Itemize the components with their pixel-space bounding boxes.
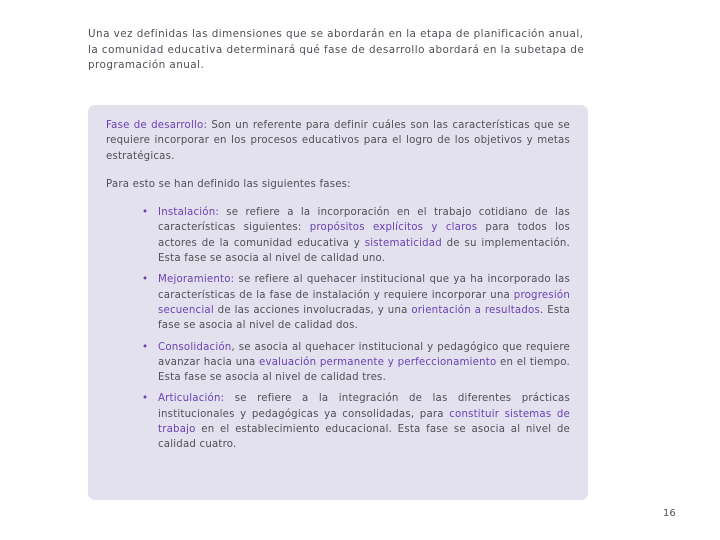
phase-item [142, 391, 570, 452]
phase-text: de su implementación. Esta fase se asocia al nivel de calidad uno. [158, 237, 570, 265]
phase-highlight: Instalación: [158, 207, 220, 219]
phase-item [142, 272, 570, 333]
phase-highlight: Mejoramiento: [158, 274, 235, 286]
definition-term: Fase de desarrollo: [106, 120, 208, 131]
phase-highlight: propósitos explícitos y claros [309, 222, 478, 234]
phase-text: se refiere a la integración de las diferentes prácticas institucionales y pedagógicas ya consolidadas, para [158, 393, 570, 420]
phase-highlight: constituir sistemas de trabajo [158, 408, 570, 436]
page-number: 16 [663, 508, 676, 519]
phase-text: en el establecimiento educacional. Esta fase se asocia al nivel de calidad cuatro. [158, 424, 570, 451]
phase-text: para todos los actores de la comunidad educativa y [158, 222, 571, 249]
phase-item [142, 340, 570, 386]
bullet-icon: • [142, 341, 149, 353]
phase-highlight: Articulación: [158, 393, 225, 405]
definition-text: Son un referente para definir cuáles son las características que se requiere incorporar en los procesos educativos para el logro de los objetivos y metas estratégicas. [106, 120, 571, 162]
phase-text: se refiere al quehacer institucional que ya ha incorporado las características de la fase de instalación y requiere incorporar una [158, 274, 570, 301]
phases-list [106, 205, 570, 452]
phase-text: se refiere a la incorporación en el trabajo cotidiano de las características siguientes: [158, 207, 570, 234]
phase-highlight: progresión secuencial [158, 289, 570, 316]
definition-box [88, 105, 588, 500]
phase-text: en el tiempo. Esta fase se asocia al nivel de calidad tres. [158, 356, 570, 384]
bullet-icon: • [142, 207, 149, 219]
phase-highlight: sistematicidad [364, 237, 442, 249]
phase-item [142, 205, 571, 266]
phase-highlight: Consolidación [158, 341, 232, 353]
phase-highlight: evaluación permanente y perfeccionamiento [259, 356, 497, 368]
intro-paragraph: Una vez definidas las dimensiones que se abordarán en la etapa de planificación anual, la comunidad educativa determinará qué fase de desarrollo abordará en la subetapa de programación anual. [88, 28, 585, 71]
bullet-icon: • [142, 393, 149, 405]
phases-lead: Para esto se han definido las siguientes fases: [106, 178, 351, 190]
phase-text: de las acciones involucradas, y una [213, 304, 412, 316]
phase-text: . Esta fase se asocia al nivel de calidad dos. [158, 304, 570, 332]
bullet-icon: • [142, 274, 149, 286]
definition-paragraph [106, 118, 570, 164]
phase-text: , se asocia al quehacer institucional y pedagógico que requiere avanzar hacia una [158, 341, 570, 368]
phase-highlight: orientación a resultados [411, 304, 540, 316]
